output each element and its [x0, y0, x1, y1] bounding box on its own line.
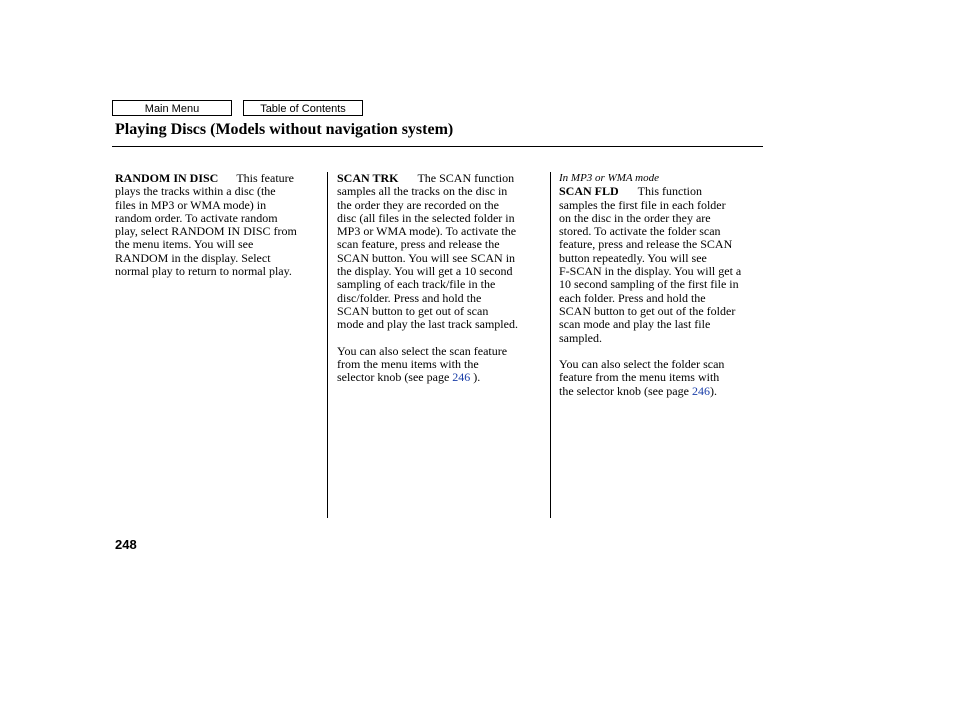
text-line: samples all the tracks on the disc in	[337, 184, 508, 199]
text-line: stored. To activate the folder scan	[559, 224, 721, 239]
text-line: SCAN button. You will see SCAN in	[337, 250, 516, 265]
main-menu-button[interactable]: Main Menu	[112, 100, 232, 116]
text-line: RANDOM in the display. Select	[115, 250, 271, 265]
text-line: the menu items. You will see	[115, 237, 254, 252]
scan-trk-heading: SCAN TRK	[337, 171, 399, 185]
text-line: on the disc in the order they are	[559, 210, 711, 225]
text-line: 10 second sampling of the first file in	[559, 277, 739, 292]
text-line: samples the first file in each folder	[559, 197, 726, 212]
text-line: disc/folder. Press and hold the	[337, 290, 482, 305]
text-line: disc (all files in the selected folder in	[337, 210, 515, 225]
text-line: You can also select the folder scan	[559, 357, 725, 372]
text-line: sampled.	[559, 330, 602, 345]
text-line: normal play to return to normal play.	[115, 264, 292, 279]
title-rule	[112, 146, 763, 147]
text-line: random order. To activate random	[115, 210, 278, 225]
scan-trk-section	[337, 172, 518, 385]
text-line: the selector knob (see page	[559, 383, 689, 398]
text-line: You can also select the scan feature	[337, 343, 508, 358]
text-line: selector knob (see page	[337, 370, 450, 385]
text-line: scan mode and play the last file	[559, 317, 711, 332]
text-line: F-SCAN in the display. You will get a	[559, 264, 742, 279]
column-divider	[327, 172, 328, 518]
text-line: The SCAN function	[417, 171, 515, 185]
text-line: SCAN button to get out of scan	[337, 303, 489, 318]
text-line: This feature	[236, 171, 294, 185]
text-line: mode and play the last track sampled.	[337, 317, 518, 332]
text-line: files in MP3 or WMA mode) in	[115, 197, 267, 212]
text-line: button repeatedly. You will see	[559, 250, 707, 265]
page-link[interactable]: 246	[691, 383, 710, 398]
scan-fld-heading: SCAN FLD	[559, 184, 619, 199]
mode-label: In MP3 or WMA mode	[559, 172, 659, 184]
text-line: feature from the menu items with	[559, 370, 720, 385]
random-in-disc-section	[115, 172, 297, 278]
page-link[interactable]: 246	[452, 370, 471, 385]
text-line: each folder. Press and hold the	[559, 290, 706, 305]
text-line: ).	[709, 383, 717, 398]
column-divider	[550, 172, 551, 518]
text-line: scan feature, press and release the	[337, 237, 500, 252]
text-line: MP3 or WMA mode). To activate the	[337, 224, 517, 239]
text-line: plays the tracks within a disc (the	[115, 184, 276, 199]
text-line: play, select RANDOM IN DISC from	[115, 224, 297, 239]
page-number: 248	[115, 537, 137, 552]
page-title: Playing Discs (Models without navigation system)	[115, 121, 454, 138]
text-line: This function	[637, 184, 702, 199]
scan-fld-section	[559, 172, 741, 398]
text-line: the display. You will get a 10 second	[337, 264, 513, 279]
text-line: the order they are recorded on the	[337, 197, 499, 212]
text-line: ).	[473, 370, 481, 385]
text-line: feature, press and release the SCAN	[559, 237, 733, 252]
random-in-disc-heading: RANDOM IN DISC	[115, 171, 219, 185]
text-line: sampling of each track/file in the	[337, 277, 496, 292]
table-of-contents-button[interactable]: Table of Contents	[243, 100, 363, 116]
text-line: from the menu items with the	[337, 357, 479, 372]
text-line: SCAN button to get out of the folder	[559, 303, 736, 318]
